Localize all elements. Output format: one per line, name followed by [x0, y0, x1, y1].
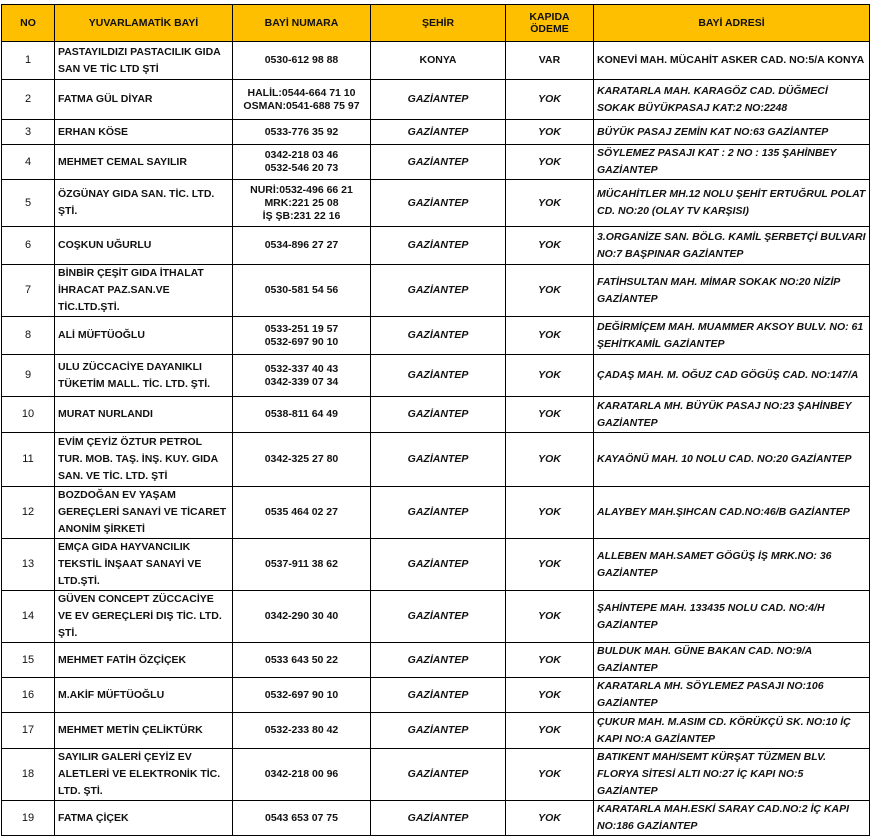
row-number: 3	[2, 120, 55, 145]
dealer-city: GAZİANTEP	[371, 397, 506, 433]
table-row	[2, 487, 870, 539]
phone-line: 0538-811 64 49	[265, 408, 338, 420]
header-row	[2, 5, 870, 42]
header-dealer-name: YUVARLAMATİK BAYİ	[55, 5, 233, 42]
payment-on-delivery: YOK	[506, 749, 594, 801]
payment-on-delivery: YOK	[506, 539, 594, 591]
payment-on-delivery: YOK	[506, 80, 594, 120]
dealer-city: GAZİANTEP	[371, 355, 506, 397]
dealer-name: ERHAN KÖSE	[55, 120, 233, 145]
dealer-address: MÜCAHİTLER MH.12 NOLU ŞEHİT ERTUĞRUL POLAT CD. NO:20 (OLAY TV KARŞISI)	[594, 180, 870, 227]
table-row	[2, 180, 870, 227]
dealer-address: FATİHSULTAN MAH. MİMAR SOKAK NO:20 NİZİP GAZİANTEP	[594, 265, 870, 317]
phone-line: 0533-776 35 92	[264, 125, 339, 138]
dealer-address: ÇADAŞ MAH. M. OĞUZ CAD GÖGÜŞ CAD. NO:147/A	[594, 355, 870, 397]
payment-on-delivery: YOK	[506, 591, 594, 643]
dealer-city: GAZİANTEP	[371, 487, 506, 539]
phone-line: OSMAN:0541-688 75 97	[243, 99, 360, 112]
dealer-address: SÖYLEMEZ PASAJI KAT : 2 NO : 135 ŞAHİNBEY GAZİANTEP	[594, 145, 870, 180]
row-number: 13	[2, 539, 55, 591]
dealer-address: BÜYÜK PASAJ ZEMİN KAT NO:63 GAZİANTEP	[594, 120, 870, 145]
dealer-address: KAYAÖNÜ MAH. 10 NOLU CAD. NO:20 GAZİANTEP	[594, 433, 870, 487]
table-body	[2, 42, 870, 836]
dealer-name: ALİ MÜFTÜOĞLU	[55, 317, 233, 355]
dealer-address: BATIKENT MAH/SEMT KÜRŞAT TÜZMEN BLV. FLORYA SİTESİ ALTI NO:27 İÇ KAPI NO:5 GAZİANTEP	[594, 749, 870, 801]
table-row	[2, 713, 870, 749]
phone-line: 0533 643 50 22	[265, 653, 338, 666]
row-number: 17	[2, 713, 55, 749]
dealer-name: MURAT NURLANDI	[55, 397, 233, 433]
dealer-city: GAZİANTEP	[371, 713, 506, 749]
table-row	[2, 397, 870, 433]
dealer-phone	[233, 180, 371, 227]
row-number: 2	[2, 80, 55, 120]
dealer-address: ALAYBEY MAH.ŞIHCAN CAD.NO:46/B GAZİANTEP	[594, 487, 870, 539]
dealer-phone	[233, 265, 371, 317]
payment-on-delivery: YOK	[506, 317, 594, 355]
dealer-phone	[233, 397, 371, 433]
dealer-name: SAYILIR GALERİ ÇEYİZ EV ALETLERİ VE ELEKTRONİK TİC. LTD. ŞTİ.	[55, 749, 233, 801]
dealer-address: ŞAHİNTEPE MAH. 133435 NOLU CAD. NO:4/H GAZİANTEP	[594, 591, 870, 643]
phone-line: 0537-911 38 62	[265, 558, 338, 570]
header-no: NO	[2, 5, 55, 42]
header-city: ŞEHİR	[371, 5, 506, 42]
dealer-name: ULU ZÜCCACİYE DAYANIKLI TÜKETİM MALL. TİC. LTD. ŞTİ.	[55, 355, 233, 397]
dealer-phone	[233, 678, 371, 713]
payment-on-delivery: YOK	[506, 355, 594, 397]
row-number: 4	[2, 145, 55, 180]
dealer-phone	[233, 749, 371, 801]
dealer-name: GÜVEN CONCEPT ZÜCCACİYE VE EV GEREÇLERİ DIŞ TİC. LTD. ŞTİ.	[55, 591, 233, 643]
table-row	[2, 591, 870, 643]
payment-on-delivery: YOK	[506, 643, 594, 678]
dealer-address: KARATARLA MAH. KARAGÖZ CAD. DÜĞMECİ SOKAK BÜYÜKPASAJ KAT:2 NO:2248	[594, 80, 870, 120]
phone-line: 0535 464 02 27	[265, 506, 338, 518]
row-number: 11	[2, 433, 55, 487]
dealer-name: FATMA GÜL DİYAR	[55, 80, 233, 120]
phone-line: HALİL:0544-664 71 10	[247, 86, 356, 99]
table-row	[2, 80, 870, 120]
phone-line: NURİ:0532-496 66 21	[250, 183, 353, 196]
row-number: 8	[2, 317, 55, 355]
dealer-name: MEHMET CEMAL SAYILIR	[55, 145, 233, 180]
table-row	[2, 643, 870, 678]
header-dealer-address: BAYİ ADRESİ	[594, 5, 870, 42]
dealer-city: GAZİANTEP	[371, 265, 506, 317]
dealer-name: MEHMET METİN ÇELİKTÜRK	[55, 713, 233, 749]
row-number: 6	[2, 227, 55, 265]
phone-line: 0532-697 90 10	[264, 335, 339, 348]
row-number: 10	[2, 397, 55, 433]
dealer-name: MEHMET FATİH ÖZÇİÇEK	[55, 643, 233, 678]
dealer-city: GAZİANTEP	[371, 180, 506, 227]
phone-line: 0342-339 07 34	[264, 375, 339, 388]
phone-line: 0530-581 54 56	[264, 284, 339, 296]
dealer-phone	[233, 643, 371, 678]
table-row	[2, 317, 870, 355]
phone-line: 0342-325 27 80	[264, 453, 339, 465]
dealer-address: KARATARLA MH. SÖYLEMEZ PASAJI NO:106 GAZİANTEP	[594, 678, 870, 713]
table-row	[2, 355, 870, 397]
table-row	[2, 749, 870, 801]
dealer-city: GAZİANTEP	[371, 433, 506, 487]
dealer-city: GAZİANTEP	[371, 227, 506, 265]
dealer-phone	[233, 42, 371, 80]
row-number: 7	[2, 265, 55, 317]
row-number: 15	[2, 643, 55, 678]
dealer-address: DEĞİRMİÇEM MAH. MUAMMER AKSOY BULV. NO: 61 ŞEHİTKAMİL GAZİANTEP	[594, 317, 870, 355]
phone-line: 0342-218 00 96	[264, 768, 339, 780]
dealer-name: FATMA ÇİÇEK	[55, 801, 233, 836]
dealer-phone	[233, 317, 371, 355]
phone-line: 0342-290 30 40	[264, 610, 339, 622]
header-dealer-phone: BAYİ NUMARA	[233, 5, 371, 42]
row-number: 9	[2, 355, 55, 397]
table-row	[2, 801, 870, 836]
dealer-city: GAZİANTEP	[371, 678, 506, 713]
payment-on-delivery: YOK	[506, 433, 594, 487]
header-payment-on-delivery: KAPIDA ÖDEME	[506, 5, 594, 42]
row-number: 19	[2, 801, 55, 836]
table-row	[2, 42, 870, 80]
dealer-address: 3.ORGANİZE SAN. BÖLG. KAMİL ŞERBETÇİ BULVARI NO:7 BAŞPINAR GAZİANTEP	[594, 227, 870, 265]
payment-on-delivery: YOK	[506, 713, 594, 749]
payment-on-delivery: YOK	[506, 397, 594, 433]
dealer-name: BİNBİR ÇEŞİT GIDA İTHALAT İHRACAT PAZ.SAN.VE TİC.LTD.ŞTİ.	[55, 265, 233, 317]
dealer-city: GAZİANTEP	[371, 591, 506, 643]
phone-line: 0534-896 27 27	[264, 239, 339, 251]
dealer-address: ÇUKUR MAH. M.ASIM CD. KÖRÜKÇÜ SK. NO:10 İÇ KAPI NO:A GAZİANTEP	[594, 713, 870, 749]
row-number: 14	[2, 591, 55, 643]
phone-line: 0543 653 07 75	[265, 811, 338, 824]
payment-on-delivery: YOK	[506, 487, 594, 539]
dealer-city: GAZİANTEP	[371, 80, 506, 120]
dealer-table	[1, 4, 870, 836]
table-row	[2, 145, 870, 180]
dealer-phone	[233, 433, 371, 487]
dealer-phone	[233, 355, 371, 397]
dealer-name: PASTAYILDIZI PASTACILIK GIDA SAN VE TİC LTD ŞTİ	[55, 42, 233, 80]
phone-line: 0533-251 19 57	[264, 322, 339, 335]
payment-on-delivery: YOK	[506, 265, 594, 317]
dealer-phone	[233, 539, 371, 591]
phone-line: MRK:221 25 08	[264, 196, 339, 209]
table-row	[2, 678, 870, 713]
table-row	[2, 265, 870, 317]
dealer-phone	[233, 801, 371, 836]
table-row	[2, 120, 870, 145]
dealer-address: ALLEBEN MAH.SAMET GÖGÜŞ İŞ MRK.NO: 36 GAZİANTEP	[594, 539, 870, 591]
dealer-address: KARATARLA MAH.ESKİ SARAY CAD.NO:2 İÇ KAPI NO:186 GAZİANTEP	[594, 801, 870, 836]
phone-line: 0530-612 98 88	[264, 54, 339, 66]
dealer-name: M.AKİF MÜFTÜOĞLU	[55, 678, 233, 713]
payment-on-delivery: VAR	[506, 42, 594, 80]
dealer-name: EVİM ÇEYİZ ÖZTUR PETROL TUR. MOB. TAŞ. İNŞ. KUY. GIDA SAN. VE TİC. LTD. ŞTİ	[55, 433, 233, 487]
payment-on-delivery: YOK	[506, 678, 594, 713]
payment-on-delivery: YOK	[506, 801, 594, 836]
dealer-city: GAZİANTEP	[371, 120, 506, 145]
dealer-city: KONYA	[371, 42, 506, 80]
dealer-city: GAZİANTEP	[371, 643, 506, 678]
dealer-city: GAZİANTEP	[371, 749, 506, 801]
dealer-address: KARATARLA MH. BÜYÜK PASAJ NO:23 ŞAHİNBEY GAZİANTEP	[594, 397, 870, 433]
table-row	[2, 539, 870, 591]
dealer-address: BULDUK MAH. GÜNE BAKAN CAD. NO:9/A GAZİANTEP	[594, 643, 870, 678]
dealer-phone	[233, 227, 371, 265]
row-number: 5	[2, 180, 55, 227]
payment-on-delivery: YOK	[506, 120, 594, 145]
phone-line: İŞ ŞB:231 22 16	[262, 209, 341, 222]
row-number: 18	[2, 749, 55, 801]
dealer-phone	[233, 487, 371, 539]
dealer-city: GAZİANTEP	[371, 801, 506, 836]
phone-line: 0532-697 90 10	[264, 688, 339, 701]
row-number: 1	[2, 42, 55, 80]
phone-line: 0342-218 03 46	[264, 149, 339, 161]
dealer-name: ÖZGÜNAY GIDA SAN. TİC. LTD. ŞTİ.	[55, 180, 233, 227]
phone-line: 0532-546 20 73	[264, 162, 339, 174]
row-number: 16	[2, 678, 55, 713]
payment-on-delivery: YOK	[506, 180, 594, 227]
row-number: 12	[2, 487, 55, 539]
dealer-address: KONEVİ MAH. MÜCAHİT ASKER CAD. NO:5/A KONYA	[594, 42, 870, 80]
table-row	[2, 433, 870, 487]
dealer-name: EMÇA GIDA HAYVANCILIK TEKSTİL İNŞAAT SANAYİ VE LTD.ŞTİ.	[55, 539, 233, 591]
dealer-phone	[233, 145, 371, 180]
dealer-city: GAZİANTEP	[371, 317, 506, 355]
payment-on-delivery: YOK	[506, 145, 594, 180]
phone-line: 0532-233 80 42	[264, 724, 339, 736]
dealer-city: GAZİANTEP	[371, 145, 506, 180]
payment-on-delivery: YOK	[506, 227, 594, 265]
dealer-phone	[233, 120, 371, 145]
table-row	[2, 227, 870, 265]
dealer-phone	[233, 713, 371, 749]
dealer-phone	[233, 591, 371, 643]
dealer-name: COŞKUN UĞURLU	[55, 227, 233, 265]
dealer-phone	[233, 80, 371, 120]
phone-line: 0532-337 40 43	[264, 362, 339, 375]
dealer-name: BOZDOĞAN EV YAŞAM GEREÇLERİ SANAYİ VE TİCARET ANONİM ŞİRKETİ	[55, 487, 233, 539]
dealer-city: GAZİANTEP	[371, 539, 506, 591]
